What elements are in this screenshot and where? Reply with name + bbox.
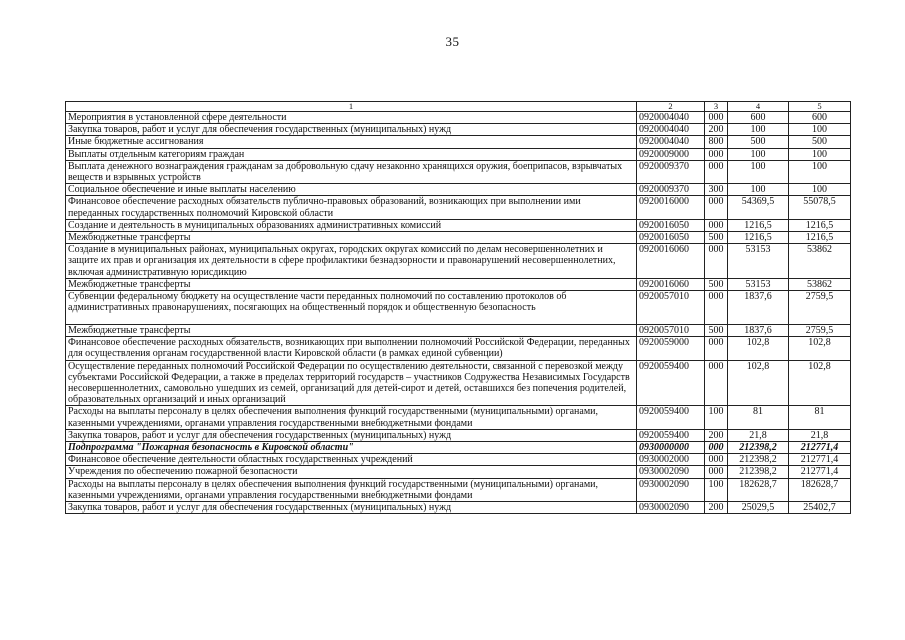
row-code-cell: 0920009000 (637, 148, 705, 160)
row-value-2025-cell: 1216,5 (789, 232, 851, 244)
table-row (66, 184, 851, 196)
row-value-2024-cell: 100 (728, 160, 789, 183)
table-row (66, 478, 851, 501)
row-value-2024-cell: 100 (728, 184, 789, 196)
row-value-2024-cell: 100 (728, 148, 789, 160)
row-type-cell: 500 (705, 278, 728, 290)
row-value-2025-cell: 102,8 (789, 337, 851, 360)
row-value-2025-cell: 100 (789, 184, 851, 196)
row-name-cell: Социальное обеспечение и иные выплаты населению (66, 184, 637, 196)
table-row (66, 429, 851, 441)
row-value-2024-cell: 81 (728, 406, 789, 429)
row-value-2025-cell: 500 (789, 136, 851, 148)
row-value-2025-cell: 25402,7 (789, 502, 851, 514)
row-code-cell: 0920016050 (637, 232, 705, 244)
row-code-cell: 0930000000 (637, 442, 705, 454)
row-type-cell: 100 (705, 478, 728, 501)
row-value-2024-cell: 1837,6 (728, 325, 789, 337)
table-row (66, 406, 851, 429)
row-name-cell: Расходы на выплаты персоналу в целях обеспечения выполнения функций государственными (муниципальными) органами, казенными учреждениями, органами управления государственными внебюджетными фондами (66, 478, 637, 501)
row-type-cell: 000 (705, 337, 728, 360)
row-code-cell: 0920004040 (637, 112, 705, 124)
row-value-2024-cell: 500 (728, 136, 789, 148)
row-value-2025-cell: 2759,5 (789, 325, 851, 337)
row-name-cell: Осуществление переданных полномочий Российской Федерации по осуществлению деятельности, связанной с перевозкой между субъектами Российской Федерации, а также в пределах территорий государств – участников Содружества Независимых Государств несовершеннолетних, самовольно ушедших из семей, организаций для детей-сирот и детей, оставшихся без попечения родителей, образовательных организаций и иных организаций (66, 360, 637, 406)
row-code-cell: 0920016000 (637, 196, 705, 219)
row-code-cell: 0920059400 (637, 360, 705, 406)
table-row (66, 325, 851, 337)
row-type-cell: 000 (705, 244, 728, 279)
row-type-cell: 000 (705, 442, 728, 454)
row-name-cell: Финансовое обеспечение деятельности областных государственных учреждений (66, 454, 637, 466)
row-type-cell: 300 (705, 184, 728, 196)
budget-table (65, 101, 851, 514)
row-code-cell: 0920016060 (637, 278, 705, 290)
row-name-cell: Закупка товаров, работ и услуг для обеспечения государственных (муниципальных) нужд (66, 502, 637, 514)
row-value-2024-cell: 25029,5 (728, 502, 789, 514)
row-code-cell: 0920009370 (637, 184, 705, 196)
table-row (66, 360, 851, 406)
row-type-cell: 000 (705, 466, 728, 478)
table-row (66, 148, 851, 160)
row-name-cell: Финансовое обеспечение расходных обязательств публично-правовых образований, возникающих при выполнении ими переданных государственных полномочий Кировской области (66, 196, 637, 219)
row-value-2025-cell: 81 (789, 406, 851, 429)
row-value-2024-cell: 54369,5 (728, 196, 789, 219)
row-value-2024-cell: 212398,2 (728, 442, 789, 454)
row-value-2025-cell: 100 (789, 160, 851, 183)
row-code-cell: 0920004040 (637, 124, 705, 136)
row-code-cell: 0920057010 (637, 291, 705, 325)
table-row (66, 337, 851, 360)
row-value-2024-cell: 53153 (728, 278, 789, 290)
row-code-cell: 0930002090 (637, 466, 705, 478)
row-name-cell: Межбюджетные трансферты (66, 232, 637, 244)
table-row (66, 196, 851, 219)
row-name-cell: Межбюджетные трансферты (66, 325, 637, 337)
row-value-2024-cell: 1216,5 (728, 232, 789, 244)
row-type-cell: 000 (705, 148, 728, 160)
row-value-2025-cell: 212771,4 (789, 454, 851, 466)
header-cell: 4 (728, 102, 789, 112)
row-code-cell: 0920059400 (637, 406, 705, 429)
row-value-2024-cell: 1837,6 (728, 291, 789, 325)
row-name-cell: Выплаты отдельным категориям граждан (66, 148, 637, 160)
row-value-2024-cell: 53153 (728, 244, 789, 279)
row-value-2024-cell: 102,8 (728, 360, 789, 406)
row-name-cell: Субвенции федеральному бюджету на осуществление части переданных полномочий по составлению протоколов об административных правонарушениях, посягающих на общественный порядок и общественную безопасность (66, 291, 637, 325)
table-row (66, 442, 851, 454)
row-value-2025-cell: 21,8 (789, 429, 851, 441)
row-type-cell: 500 (705, 325, 728, 337)
row-type-cell: 200 (705, 502, 728, 514)
row-value-2025-cell: 600 (789, 112, 851, 124)
row-value-2024-cell: 100 (728, 124, 789, 136)
row-name-cell: Учреждения по обеспечению пожарной безопасности (66, 466, 637, 478)
table-row (66, 136, 851, 148)
row-code-cell: 0920016050 (637, 219, 705, 231)
row-value-2025-cell: 212771,4 (789, 466, 851, 478)
row-name-cell: Мероприятия в установленной сфере деятельности (66, 112, 637, 124)
table-row (66, 124, 851, 136)
row-type-cell: 000 (705, 454, 728, 466)
row-name-cell: Закупка товаров, работ и услуг для обеспечения государственных (муниципальных) нужд (66, 429, 637, 441)
row-type-cell: 100 (705, 406, 728, 429)
row-type-cell: 000 (705, 219, 728, 231)
row-type-cell: 200 (705, 429, 728, 441)
table-row (66, 160, 851, 183)
row-name-cell: Создание в муниципальных районах, муниципальных округах, городских округах комиссий по делам несовершеннолетних и защите их прав и организация их деятельности в сфере профилактики безнадзорности и правонарушений несовершеннолетних, включая административную юрисдикцию (66, 244, 637, 279)
row-value-2025-cell: 100 (789, 124, 851, 136)
row-value-2024-cell: 102,8 (728, 337, 789, 360)
header-cell: 5 (789, 102, 851, 112)
row-type-cell: 000 (705, 196, 728, 219)
row-value-2024-cell: 212398,2 (728, 466, 789, 478)
row-code-cell: 0930002090 (637, 502, 705, 514)
row-value-2024-cell: 600 (728, 112, 789, 124)
row-value-2025-cell: 1216,5 (789, 219, 851, 231)
row-value-2025-cell: 102,8 (789, 360, 851, 406)
table-row (66, 454, 851, 466)
header-cell: 1 (66, 102, 637, 112)
row-value-2024-cell: 1216,5 (728, 219, 789, 231)
table-row (66, 219, 851, 231)
row-code-cell: 0920009370 (637, 160, 705, 183)
row-code-cell: 0920016060 (637, 244, 705, 279)
table-row (66, 466, 851, 478)
row-type-cell: 000 (705, 160, 728, 183)
row-type-cell: 000 (705, 291, 728, 325)
row-type-cell: 000 (705, 112, 728, 124)
row-name-cell: Создание и деятельность в муниципальных образованиях административных комиссий (66, 219, 637, 231)
row-code-cell: 0920057010 (637, 325, 705, 337)
page-number: 35 (445, 34, 460, 49)
row-code-cell: 0930002090 (637, 478, 705, 501)
table-row (66, 278, 851, 290)
row-value-2025-cell: 212771,4 (789, 442, 851, 454)
row-value-2024-cell: 21,8 (728, 429, 789, 441)
row-value-2024-cell: 182628,7 (728, 478, 789, 501)
row-type-cell: 000 (705, 360, 728, 406)
table-row (66, 244, 851, 279)
row-name-cell: Межбюджетные трансферты (66, 278, 637, 290)
row-value-2025-cell: 53862 (789, 244, 851, 279)
row-name-cell: Расходы на выплаты персоналу в целях обеспечения выполнения функций государственными (муниципальными) органами, казенными учреждениями, органами управления государственными внебюджетными фондами (66, 406, 637, 429)
row-value-2024-cell: 212398,2 (728, 454, 789, 466)
row-name-cell: Выплата денежного вознаграждения гражданам за добровольную сдачу незаконно хранящихся оружия, боеприпасов, взрывчатых веществ и взрывных устройств (66, 160, 637, 183)
table-row (66, 291, 851, 325)
row-value-2025-cell: 55078,5 (789, 196, 851, 219)
row-name-cell: Закупка товаров, работ и услуг для обеспечения государственных (муниципальных) нужд (66, 124, 637, 136)
table-row (66, 502, 851, 514)
row-name-cell: Финансовое обеспечение расходных обязательств, возникающих при выполнении полномочий Российской Федерации, переданных для осуществления органам государственной власти Кировской области (в рамках единой субвенции) (66, 337, 637, 360)
row-value-2025-cell: 182628,7 (789, 478, 851, 501)
header-cell: 3 (705, 102, 728, 112)
row-value-2025-cell: 2759,5 (789, 291, 851, 325)
table-row (66, 232, 851, 244)
row-code-cell: 0920059000 (637, 337, 705, 360)
row-type-cell: 800 (705, 136, 728, 148)
row-code-cell: 0930002000 (637, 454, 705, 466)
row-type-cell: 500 (705, 232, 728, 244)
header-cell: 2 (637, 102, 705, 112)
row-code-cell: 0920059400 (637, 429, 705, 441)
table-header-row (66, 102, 851, 112)
table-row (66, 112, 851, 124)
row-type-cell: 200 (705, 124, 728, 136)
row-name-cell: Иные бюджетные ассигнования (66, 136, 637, 148)
row-value-2025-cell: 100 (789, 148, 851, 160)
row-code-cell: 0920004040 (637, 136, 705, 148)
row-value-2025-cell: 53862 (789, 278, 851, 290)
row-name-cell: Подпрограмма "Пожарная безопасность в Кировской области" (66, 442, 637, 454)
